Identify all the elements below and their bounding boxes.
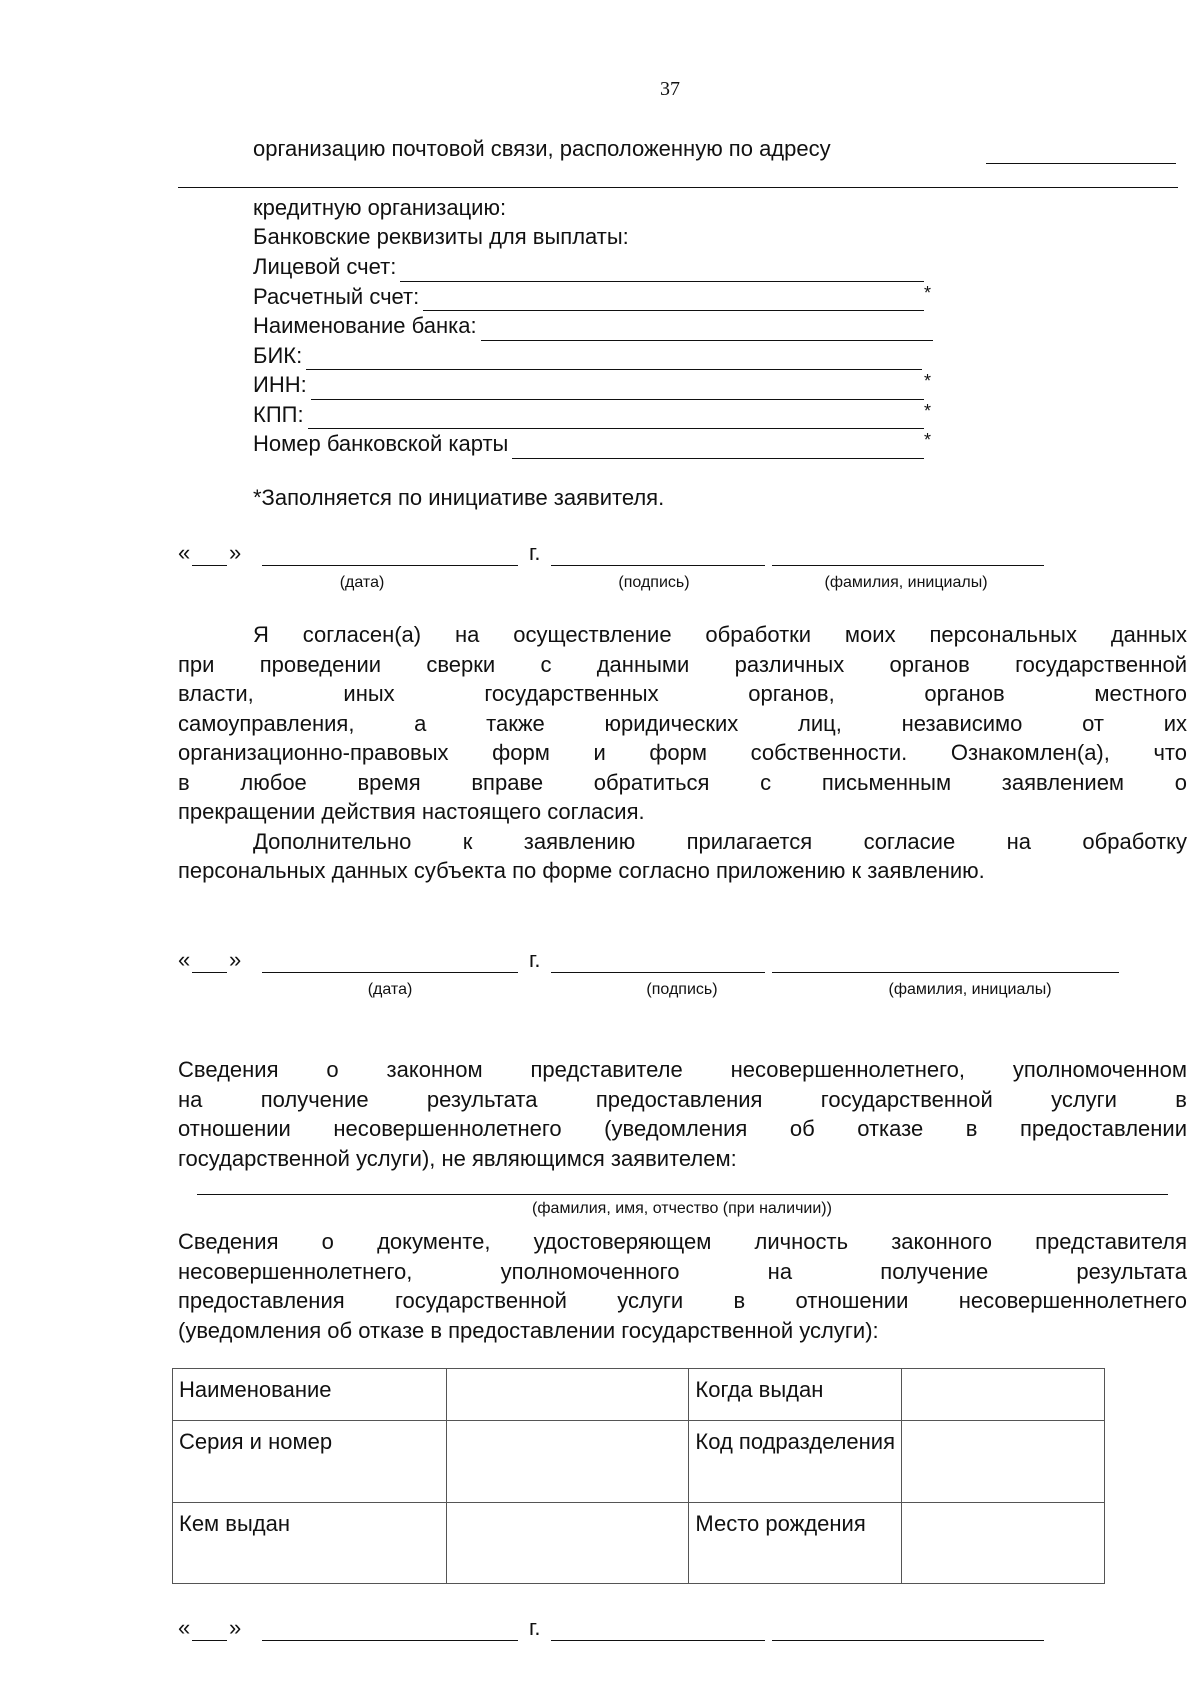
bank-field-underline[interactable]: [512, 436, 924, 459]
caption-date: (дата): [339, 574, 385, 591]
bank-field-label: БИК:: [253, 342, 303, 368]
required-star: *: [924, 282, 932, 303]
year-label: г.: [529, 947, 541, 972]
bank-field-underline[interactable]: [311, 377, 924, 400]
paragraph-line: отношении несовершеннолетнего (уведомления об отказе в предоставлении: [178, 1116, 1187, 1141]
representative-paragraph: [178, 1055, 1187, 1173]
bank-field-label: Лицевой счет:: [253, 254, 397, 279]
paragraph-line: государственной услуги), не являющимся заявителем:: [178, 1145, 737, 1171]
paragraph-line: (уведомления об отказе в предоставлении государственной услуги):: [178, 1317, 879, 1343]
day-field[interactable]: [192, 1640, 227, 1641]
paragraph-line: на получение результата предоставления государственной услуги в: [178, 1086, 1187, 1112]
bank-field-0[interactable]: [253, 252, 934, 282]
quote-close: »: [229, 540, 242, 565]
credit-org-label: кредитную организацию:: [253, 195, 507, 220]
required-star: *: [924, 371, 932, 391]
bank-fields: [253, 252, 943, 459]
quote-open: «: [178, 1615, 191, 1640]
signature-row-3: [0, 1613, 1200, 1673]
bank-field-underline[interactable]: [308, 406, 924, 429]
paragraph-line: самоуправления, а также юридических лиц, независимо от их: [178, 710, 1187, 736]
postal-address-underline: [986, 141, 1176, 164]
bank-field-3[interactable]: [253, 341, 932, 371]
table-value-cell[interactable]: [446, 1421, 689, 1503]
required-star: *: [924, 430, 932, 450]
table-label-cell: Когда выдан: [689, 1369, 902, 1421]
consent-paragraph: [178, 620, 1187, 883]
table-label-cell: Серия и номер: [173, 1421, 447, 1503]
representative-name-line[interactable]: [197, 1194, 1168, 1195]
table-label-cell: Место рождения: [689, 1503, 902, 1584]
bank-field-underline[interactable]: [400, 259, 924, 282]
bank-field-underline[interactable]: [306, 347, 922, 370]
bank-field-underline[interactable]: [481, 318, 933, 341]
table-value-cell[interactable]: [902, 1503, 1105, 1584]
caption-name: (фамилия, инициалы): [888, 981, 1052, 998]
name-field[interactable]: [772, 972, 1119, 973]
signature-row-2: [0, 945, 1200, 1005]
caption-sign: (подпись): [618, 574, 690, 591]
bank-field-label: Расчетный счет:: [253, 283, 420, 309]
signature-row-1: [0, 538, 1200, 598]
table-value-cell[interactable]: [902, 1369, 1105, 1421]
table-value-cell[interactable]: [902, 1421, 1105, 1503]
paragraph-line: персональных данных субъекта по форме согласно приложению к заявлению.: [178, 858, 985, 883]
name-field[interactable]: [772, 565, 1044, 566]
bank-details-title: Банковские реквизиты для выплаты:: [253, 224, 629, 249]
table-row: [173, 1503, 1105, 1584]
bank-field-label: Номер банковской карты: [253, 431, 509, 456]
bank-field-label: ИНН:: [253, 372, 307, 397]
paragraph-line: Сведения о документе, удостоверяющем личность законного представителя: [178, 1229, 1187, 1254]
document-table: [172, 1368, 1105, 1584]
caption-name: (фамилия, инициалы): [824, 574, 988, 591]
table-label-cell: Наименование: [173, 1369, 447, 1421]
bank-field-underline[interactable]: [423, 288, 924, 311]
date-field[interactable]: [262, 972, 518, 973]
paragraph-line: Я согласен(а) на осуществление обработки моих персональных данных: [253, 622, 1187, 647]
bank-field-2[interactable]: [253, 311, 943, 341]
year-label: г.: [529, 540, 541, 565]
day-field[interactable]: [192, 565, 227, 566]
page-number: 37: [660, 78, 680, 100]
table-label-cell: Код подразделения: [689, 1421, 902, 1503]
bank-field-1[interactable]: [253, 282, 934, 312]
paragraph-line: власти, иных государственных органов, органов местного: [178, 681, 1187, 706]
document-paragraph: [178, 1227, 1187, 1345]
paragraph-line: организационно-правовых форм и форм собственности. Ознакомлен(а), что: [178, 740, 1187, 765]
table-value-cell[interactable]: [446, 1503, 689, 1584]
bank-field-6[interactable]: [253, 429, 934, 459]
quote-close: »: [229, 1615, 242, 1640]
footnote: *Заполняется по инициативе заявителя.: [253, 485, 665, 510]
quote-open: «: [178, 947, 191, 972]
postal-address-label: организацию почтовой связи, расположенную по адресу: [253, 136, 831, 161]
signature-field[interactable]: [551, 972, 765, 973]
required-star: *: [924, 400, 932, 421]
bank-field-5[interactable]: [253, 400, 934, 430]
postal-address-field[interactable]: [253, 134, 1176, 164]
quote-close: »: [229, 947, 242, 972]
bank-field-4[interactable]: [253, 370, 934, 400]
paragraph-line: Сведения о законном представителе несовершеннолетнего, уполномоченном: [178, 1057, 1187, 1082]
caption-date: (дата): [367, 981, 413, 998]
date-field[interactable]: [262, 565, 518, 566]
table-row: [173, 1369, 1105, 1421]
representative-name-caption: (фамилия, имя, отчество (при наличии)): [532, 1200, 832, 1217]
paragraph-line: несовершеннолетнего, уполномоченного на получение результата: [178, 1258, 1187, 1284]
table-value-cell[interactable]: [446, 1369, 689, 1421]
paragraph-line: Дополнительно к заявлению прилагается согласие на обработку: [253, 828, 1187, 854]
signature-field[interactable]: [551, 565, 765, 566]
caption-sign: (подпись): [646, 981, 718, 998]
bank-field-label: Наименование банка:: [253, 313, 477, 338]
day-field[interactable]: [192, 972, 227, 973]
bank-field-label: КПП:: [253, 401, 304, 427]
quote-open: «: [178, 540, 191, 565]
paragraph-line: прекращении действия настоящего согласия.: [178, 799, 645, 824]
paragraph-line: при проведении сверки с данными различных органов государственной: [178, 651, 1187, 677]
date-field[interactable]: [262, 1640, 518, 1641]
address-continuation-line[interactable]: [178, 187, 1178, 188]
table-label-cell: Кем выдан: [173, 1503, 447, 1584]
name-field[interactable]: [772, 1640, 1044, 1641]
signature-field[interactable]: [551, 1640, 765, 1641]
paragraph-line: в любое время вправе обратиться с письменным заявлением о: [178, 769, 1187, 795]
paragraph-line: предоставления государственной услуги в отношении несовершеннолетнего: [178, 1288, 1187, 1313]
table-row: [173, 1421, 1105, 1503]
year-label: г.: [529, 1615, 541, 1640]
